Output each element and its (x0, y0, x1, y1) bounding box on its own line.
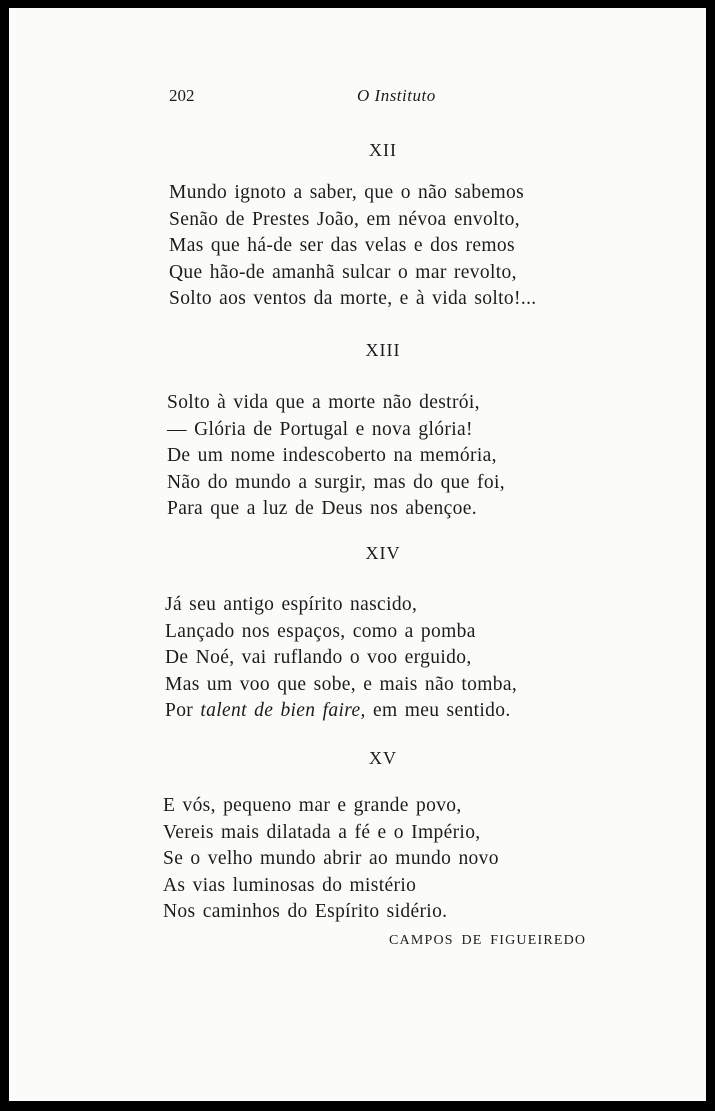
stanza-xii (169, 180, 537, 313)
stanza-xiv (165, 592, 517, 725)
verse-line: Que hão-de amanhã sulcar o mar revolto, (169, 261, 517, 283)
verse-line: De um nome indescoberto na memória, (167, 445, 497, 466)
running-title: O Instituto (357, 86, 436, 105)
verse-line: Senão de Prestes João, em névoa envolto, (169, 208, 520, 230)
verse-line: Não do mundo a surgir, mas do que foi, (167, 471, 505, 493)
verse-line: Mas um voo que sobe, e mais não tomba, (165, 673, 518, 695)
stanza-xv (163, 793, 499, 926)
verse-text: em meu sentido. (365, 700, 511, 721)
stanza-heading-xv: XV (369, 748, 397, 768)
book-page (9, 8, 706, 1101)
verse-line: De Noé, vai ruflando o voo erguido, (165, 647, 472, 668)
stanza-heading-xii: XII (369, 140, 397, 160)
page-number: 202 (169, 86, 195, 105)
verse-line: Solto à vida que a morte não destrói, (167, 392, 480, 413)
author-signature: CAMPOS DE FIGUEIREDO (389, 933, 587, 948)
verse-line: Se o velho mundo abrir ao mundo novo (163, 848, 499, 869)
verse-line: — Glória de Portugal e nova glória! (167, 418, 473, 440)
verse-line: Já seu antigo espírito nascido, (165, 594, 418, 615)
verse-line: Para que a luz de Deus nos abençoe. (167, 498, 477, 519)
verse-line-italic-motto (165, 698, 517, 725)
verse-line: Vereis mais dilatada a fé e o Império, (163, 821, 481, 843)
stanza-heading-xiv: XIV (365, 543, 401, 563)
verse-line: E vós, pequeno mar e grande povo, (163, 795, 462, 816)
page-header (9, 86, 706, 110)
verse-line: Mas que há-de ser das velas e dos remos (169, 235, 515, 256)
stanza-heading-xiii: XIII (365, 340, 401, 360)
verse-line: Solto aos ventos da morte, e à vida solto!... (169, 288, 537, 309)
italic-motto: talent de bien faire, (200, 700, 366, 721)
verse-line: Lançado nos espaços, como a pomba (165, 620, 476, 642)
verse-line: Mundo ignoto a saber, que o não sabemos (169, 182, 525, 203)
stanza-xiii (167, 390, 505, 523)
verse-line: As vias luminosas do mistério (163, 874, 417, 896)
verse-text: Por (165, 700, 201, 721)
verse-line: Nos caminhos do Espírito sidério. (163, 901, 448, 922)
